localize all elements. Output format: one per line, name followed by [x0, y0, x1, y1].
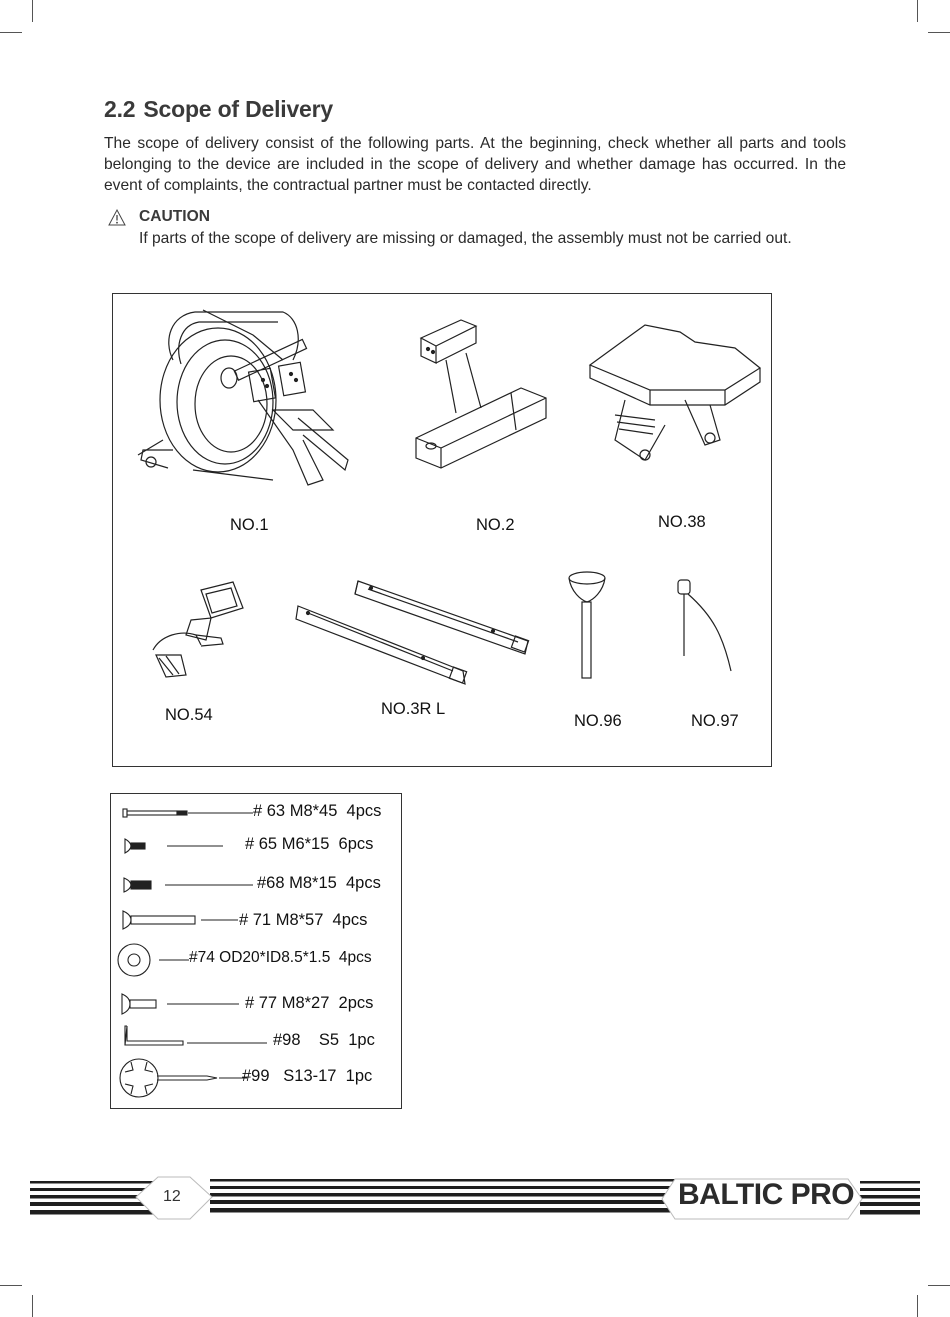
parts-illustration-box	[112, 293, 772, 767]
crop-mark	[928, 1285, 950, 1286]
caution-title: CAUTION	[139, 208, 211, 225]
spanner-99-icon	[119, 1058, 249, 1098]
washer-74-icon	[117, 943, 192, 977]
hardware-label-68: #68 M8*15 4pcs	[257, 874, 381, 892]
hardware-label-99: #99 S13-17 1pc	[242, 1067, 373, 1085]
bolt-77-icon	[119, 993, 249, 1015]
hardware-label-71: # 71 M8*57 4pcs	[239, 911, 368, 929]
hardware-label-77: # 77 M8*27 2pcs	[245, 994, 374, 1012]
seat-drawing	[585, 320, 765, 470]
section-title: Scope of Delivery	[143, 96, 333, 122]
caution-text: If parts of the scope of delivery are missing or damaged, the assembly must not be carried out.	[139, 230, 792, 247]
hardware-list-box	[110, 793, 402, 1109]
brand-logo: BALTIC PRO	[678, 1178, 855, 1211]
section-heading	[104, 96, 333, 123]
bolt-68-icon	[121, 878, 256, 892]
cable-drawing	[668, 576, 748, 676]
crop-mark	[0, 32, 22, 33]
part-label-no1: NO.1	[230, 516, 269, 534]
part-label-no38: NO.38	[658, 513, 706, 531]
crop-mark	[0, 1285, 22, 1286]
support-leg-drawing	[411, 318, 551, 463]
intro-paragraph: The scope of delivery consist of the following parts. At the beginning, check whether all parts and tools belonging to the device are included in the scope of delivery and whether damage has occurred. In the event of complaints, the contractual partner must be contacted directly.	[104, 135, 846, 194]
part-label-no96: NO.96	[574, 712, 622, 730]
hardware-label-98: #98 S5 1pc	[273, 1031, 375, 1049]
monitor-drawing	[151, 580, 251, 680]
section-number: 2.2	[104, 96, 136, 122]
hex-key-98-icon	[125, 1026, 275, 1048]
main-frame-drawing	[133, 300, 363, 495]
part-label-no54: NO.54	[165, 706, 213, 724]
bolt-71-icon	[121, 910, 241, 930]
part-label-no97: NO.97	[691, 712, 739, 730]
bolt-65-icon	[123, 839, 233, 853]
crop-mark	[32, 1295, 33, 1317]
page-number: 12	[163, 1188, 181, 1205]
pin-drawing	[563, 570, 613, 685]
rails-drawing	[293, 576, 533, 696]
bolt-63-icon	[123, 808, 253, 818]
hardware-label-65: # 65 M6*15 6pcs	[245, 835, 374, 853]
hardware-label-63: # 63 M8*45 4pcs	[253, 802, 382, 820]
part-label-no2: NO.2	[476, 516, 515, 534]
crop-mark	[928, 32, 950, 33]
warning-triangle-icon	[108, 209, 126, 226]
crop-mark	[32, 0, 33, 22]
part-label-no3rl: NO.3R L	[381, 700, 446, 718]
crop-mark	[917, 1295, 918, 1317]
hardware-label-74: #74 OD20*ID8.5*1.5 4pcs	[189, 949, 372, 966]
crop-mark	[917, 0, 918, 22]
